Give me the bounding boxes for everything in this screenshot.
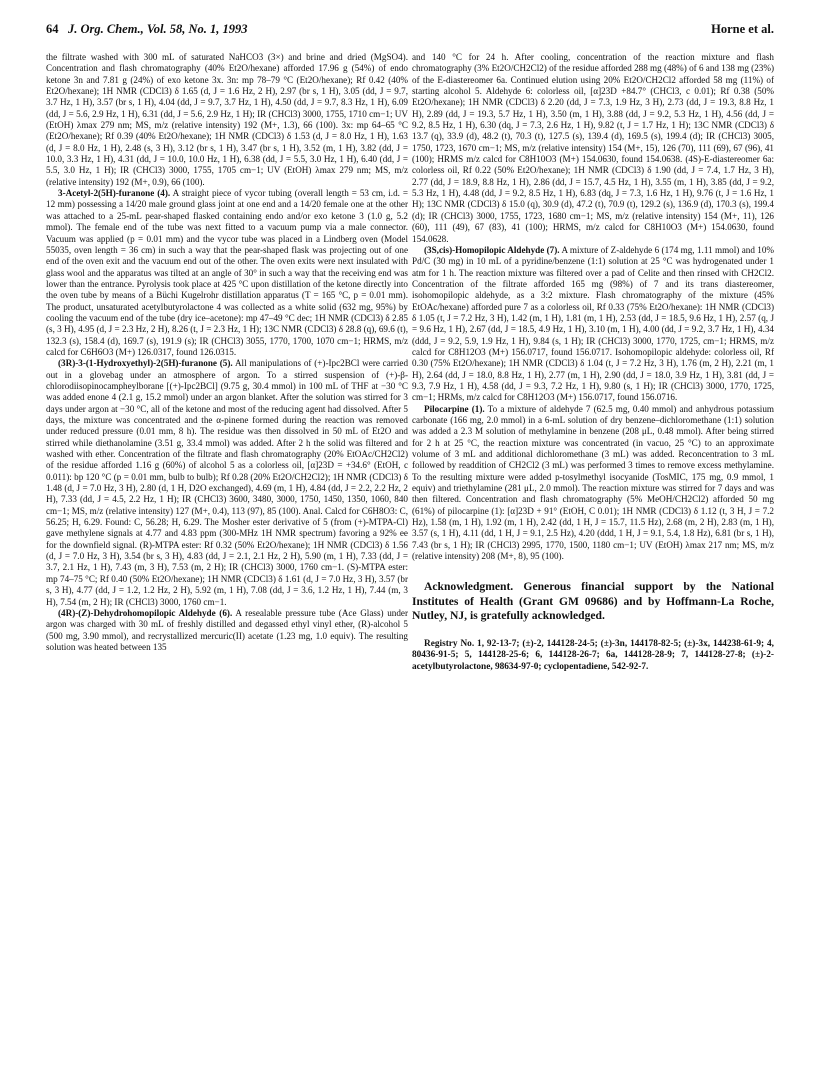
registry-numbers	[412, 639, 774, 673]
section-body-dehydrohomopilopic-aldehyde: A resealable pressure tube (Ace Glass) under argon was charged with 30 mL of freshly distilled and degassed ethyl vinyl ether, (R)-alcohol 5 (500 mg, 3.90 mmol), and recrystallized mercuric(II) acetate (1.23 mg, 1.0 equiv). The resulting solution was heated between 135	[46, 607, 408, 652]
acknowledgment	[412, 580, 774, 623]
paragraph-pilocarpine	[412, 404, 774, 563]
acknowledgment-title: Acknowledgment.	[424, 580, 514, 594]
section-title-homopilopic-aldehyde: (3S,cis)-Homopilopic Aldehyde (7).	[424, 244, 560, 255]
section-body-acetylfuranone: A straight piece of vycor tubing (overall length = 53 cm, i.d. = 12 mm) possessing a 14/20 male ground glass joint at one end and a 14/20 female one at the other was attached to a 25-mL pear-shaped flasked containing endo and/or exo ketone 3 (1.0 g, 5.2 mmol). The female end of the tube was next fitted to a vacuum pump via a male connector. Vacuum was applied (p = 0.01 mm) and the vycor tube was placed in a Lindberg oven (Model 55035, oven length = 36 cm) in such a way that the pear-shaped flask was projecting out of one end of the oven exit and the vacuum end out of the other. The oven exits were next insulated with glass wool and the apparatus was tilted at an angle of 30° in such a way that the receiving end was lower than the entrance. Pyrolysis took place at 425 °C upon distillation of the ketone directly into the oven tube by means of a Büchi Kugelrohr distillation apparatus (T = 165 °C, p = 0.01 mm). The product, unsaturated acetylbutyrolactone 4 was collected as a white solid (632 mg, 95%) by cooling the vacuum end of the tube (dry ice–acetone): mp 47–49 °C dec; 1H NMR (CDCl3) δ 2.85 (s, 3 H), 4.95 (d, J = 2.3 Hz, 2 H), 8.26 (t, J = 2.3 Hz, 1 H); 13C NMR (CDCl3) δ 28.8 (q), 69.6 (t), 132.3 (s), 158.4 (d), 169.7 (s), 191.9 (s); IR (CHCl3) 3055, 1770, 1700, 1070 cm−1; HRMS, m/z calcd for C6H6O3 (M+) 126.0317, found 126.0315.	[46, 188, 409, 357]
section-body-homopilopic-aldehyde: A mixture of Z-aldehyde 6 (174 mg, 1.11 mmol) and 10% Pd/C (30 mg) in 10 mL of a pyridine/benzene (1:1) solution at 25 °C was hydrogenated under 1 atm for 1 h. The reaction mixture was filtered over a pad of Celite and then rinsed with CH2Cl2. Concentration of the filtrate afforded 165 mg (98%) of 7 and its trans diastereomer, isohomopilopic aldehyde, as a 3:2 mixture. Flash chromatography of the mixture (45% EtOAc/hexane) afforded pure 7 as a colorless oil, Rf 0.33 (75% Et2O/hexane): 1H NMR (CDCl3) δ 1.05 (t, J = 7.2 Hz, 3 H), 1.42 (m, 1 H), 1.81 (m, 1 H), 2.53 (dd, J = 18.5, 9.6 Hz, 1 H), 2.57 (q, J = 9.6 Hz, 1 H), 2.67 (dd, J = 18.5, 4.9 Hz, 1 H), 3.10 (m, 1 H), 4.00 (dd, J = 9.2, 3.7 Hz, 1 H), 4.34 (ddd, J = 9.2, 5.9, 1.9 Hz, 1 H), 9.84 (s, 1 H); IR (CHCl3) 3000, 1770, 1725, cm−1; HRMS, m/z calcd for C8H12O3 (M+) 156.0717, found 156.0717. Isohomopilopic aldehyde: colorless oil, Rf 0.30 (75% Et2O/hexane); 1H NMR (CDCl3) δ 1.04 (t, J = 7.2 Hz, 3 H), 1.76 (m, 2 H), 2.21 (m, 1 H), 2.64 (dd, J = 18.0, 8.8 Hz, 1 H), 2.77 (m, 1 H), 2.90 (dd, J = 18.0, 3.9 Hz, 1 H), 3.81 (dd, J = 9.3, 7.9 Hz, 1 H), 4.58 (dd, J = 9.3, 7.2 Hz, 1 H), 9.80 (s, 1 H); IR (CHCl3) 3000, 1770, 1725, cm−1; HRMs, m/z calcd for C8H12O3 (M+) 156.0717, found 156.0716.	[412, 244, 774, 403]
section-body-hydroxyethyl-furanone: All manipulations of (+)-Ipc2BCl were carried out in a glovebag under an atmosphere of argon. To a stirred suspension of (+)-β-chlorodiisopinocampheylborane [(+)-Ipc2BCl] (9.75 g, 30.4 mmol) in 100 mL of THF at −30 °C was added enone 4 (2.1 g, 15.2 mmol) under an argon blanket. After the solution was stirred for 3 days under argon at −30 °C, all of the ketone and most of the reducing agent had dissolved. After 5 days, the mixture was concentrated and the α-pinene formed during the reaction was removed under reduced pressure (0.01 mm, 8 h). The residue was then dissolved in 50 mL of Et2O and stirred while diethanolamine (3.51 g, 33.4 mmol) was added. After 2 h the solid was filtered and washed with ether. Concentration of the filtrate and flash chromatography (20% EtOAc/CH2Cl2) of the residue afforded 1.16 g (60%) of alcohol 5 as a colorless oil, [α]23D = +34.6° (EtOH, c 0.011): bp 120 °C (p = 0.01 mm, bulb to bulb); Rf 0.28 (20% Et2O/CH2Cl2); 1H NMR (CDCl3) δ 1.48 (d, J = 7.0 Hz, 3 H), 2.80 (d, 1 H, D2O exchanged), 4.69 (m, 1 H), 4.84 (dd, J = 2.2, 2.2 Hz, 2 H), 7.33 (dd, J = 4.5, 2.2 Hz, 1 H); IR (CHCl3) 3600, 3480, 3000, 1750, 1450, 1350, 1060, 840 cm−1; MS, m/z (relative intensity) 127 (M+, 0.4), 113 (97), 85 (100). Anal. Calcd for C6H8O3: C, 56.25; H, 6.29. Found: C, 56.28; H, 6.29. The Mosher ester derivative of 5 (from (+)-MTPA-Cl) gave methylene signals at 4.77 and 4.83 ppm (300-MHz 1H NMR spectrum) favoring a 92% ee for the downfield signal. (R)-MTPA ester: Rf 0.32 (50% Et2O/hexane); 1H NMR (CDCl3) δ 1.56 (d, J = 7.0 Hz, 3 H), 3.54 (br s, 3 H), 4.83 (dd, J = 2.1, 2.1 Hz, 2 H), 5.90 (m, 1 H), 7.33 (dd, J = 3.7, 2.1 Hz, 1 H), 7.43 (m, 3 H), 7.53 (m, 2 H); IR (CHCl3) 3000, 1760 cm−1. (S)-MTPA ester: mp 74–75 °C; Rf 0.40 (50% Et2O/hexane); 1H NMR (CDCl3) δ 1.61 (d, J = 7.0 Hz, 3 H), 3.57 (br s, 3 H), 4.77 (dd, J = 1.2, 1.2 Hz, 2 H), 5.92 (m, 1 H), 7.08 (dd, J = 3.6, 1.2 Hz, 1 H), 7.44 (m, 3 H), 7.54 (m, 2 H); IR (CHCl3) 3000, 1760 cm−1.	[46, 358, 409, 607]
paragraph-ketone-workup: the filtrate washed with 300 mL of saturated NaHCO3 (3×) and brine and dried (MgSO4). Concentration and flash chromatography (40% Et2O/hexane) afforded 17.96 g (54%) of endo ketone 3n and 7.81 g (24%) of exo ketone 3x. 3n: mp 78–79 °C (Et2O/hexane); Rf 0.42 (40% Et2O/hexane); 1H NMR (CDCl3) δ 1.65 (d, J = 1.6 Hz, 2 H), 2.97 (br s, 1 H), 3.05 (dd, J = 9.7, 3.7 Hz, 1 H), 3.57 (br s, 1 H), 4.04 (dd, J = 9.7, 3.7 Hz, 1 H), 4.50 (dd, J = 9.7, 8.3 Hz, 1 H), 6.09 (dd, J = 5.6, 2.9 Hz, 1 H), 6.31 (dd, J = 5.6, 2.9 Hz, 1 H); IR (CHCl3) 3000, 1755, 1710 cm−1; UV (EtOH) λmax 279 nm; MS, m/z (relative intensity) 192 (M+, 1.3), 66 (100). 3x: mp 64–65 °C (Et2O/hexane); Rf 0.39 (40% Et2O/hexane); 1H NMR (CDCl3) δ 1.53 (d, J = 8.0 Hz, 1 H), 1.63 (d, J = 8.0 Hz, 1 H), 2.48 (s, 3 H), 3.12 (br s, 1 H), 3.47 (br s, 1 H), 3.52 (m, 1 H), 3.82 (dd, J = 10.0, 3.3 Hz, 1 H), 4.31 (dd, J = 10.0, 10.0 Hz, 1 H), 6.38 (dd, J = 5.5, 3.0 Hz, 1 H), 6.40 (dd, J = 5.5, 3.0 Hz, 1 H); IR (CHCl3) 3000, 1755, 1705 cm−1; UV (EtOH) λmax 279 nm; MS, m/z (relative intensity) 192 (M+, 0.9), 66 (100).	[46, 52, 408, 187]
section-title-hydroxyethyl-furanone: (3R)-3-(1-Hydroxyethyl)-2(5H)-furanone (5).	[58, 358, 233, 369]
left-column	[46, 52, 408, 653]
acknowledgment-body: Generous financial support by the National Institutes of Health (Grant GM 09686) and by Hoffmann-La Roche, Nutley, NJ, is gratefully acknowledged.	[412, 580, 774, 622]
right-column	[412, 52, 774, 673]
paragraph-acetylfuranone	[46, 188, 408, 358]
paragraph-hydroxyethyl-furanone	[46, 358, 408, 608]
section-title-dehydrohomopilopic-aldehyde: (4R)-(Z)-Dehydrohomopilopic Aldehyde (6).	[58, 607, 233, 618]
running-author: Horne et al.	[711, 22, 774, 36]
section-title-acetylfuranone: 3-Acetyl-2(5H)-furanone (4).	[58, 188, 171, 199]
registry-body: 1, 92-13-7; (±)-2, 144128-24-5; (±)-3n, 144178-82-5; (±)-3x, 144238-61-9; 4, 80436-91-5; 5, 144128-25-6; 6, 144128-26-7; 6a, 144128-28-9; 7, 144128-27-8; (±)-2-acetylbutyrolactone, 98634-97-0; cyclopentadiene, 542-92-7.	[412, 639, 774, 672]
registry-title: Registry No.	[424, 639, 475, 650]
running-header	[46, 22, 774, 44]
section-body-pilocarpine: To a mixture of aldehyde 7 (62.5 mg, 0.40 mmol) and anhydrous potassium carbonate (166 mg, 2.0 mmol) in a 6-mL solution of dry benzene–dichloromethane (1:1) solution was added a 2.3 M solution of methylamine in benzene (208 μL, 0.48 mmol). After being stirred for 2 h at 25 °C, the reaction mixture was concentrated (in vacuo, 25 °C) to an approximate volume of 3 mL and additional dichloromethane (3 mL) was added. Reconcentration to 3 mL followed by readdition of CH2Cl2 (3 mL) was performed 3 times to remove excess methylamine. To the resulting mixture were added p-tosylmethyl isocyanide (TosMIC, 175 mg, 0.9 mmol, 1 equiv) and triethylamine (281 μL, 2.0 mmol). The reaction mixture was stirred for 7 days and was then filtered. Concentration and flash chromatography (5% MeOH/CH2Cl2) afforded 50 mg (61%) of pilocarpine (1): [α]23D + 91° (EtOH, C 0.01); 1H NMR (CDCl3) δ 1.12 (t, 3 H, J = 7.2 Hz), 1.58 (m, 1 H), 1.92 (m, 1 H), 2.42 (dd, 1 H, J = 15.7, 11.5 Hz), 2.68 (m, 2 H), 2.83 (m, 1 H), 3.57 (s, 1 H), 4.11 (dd, 1 H, J = 9.1, 2.5 Hz), 4.20 (ddd, 1 H, J = 9.1, 5.4, 1.8 Hz), 6.81 (br s, 1 H), 7.43 (br s, 1 H); IR (CHCl3) 2995, 1770, 1500, 1180 cm−1; UV (EtOH) λmax 217 nm; MS, m/z (relative intensity) 208 (M+, 8), 95 (100).	[412, 403, 775, 562]
paragraph-aldehyde-6-data: and 140 °C for 24 h. After cooling, concentration of the reaction mixture and flash chromatography (3% Et2O/CH2Cl2) of the residue afforded 288 mg (48%) of 6 and 138 mg (23%) of the E-diastereomer 6a. Continued elution using 20% Et2O/CH2Cl2 afforded 58 mg (11%) of starting alcohol 5. Aldehyde 6: colorless oil, [α]23D +84.7° (CHCl3, c 0.01); Rf 0.38 (50% Et2O/hexane); 1H NMR (CDCl3) δ 2.20 (dd, J = 7.3, 1.9 Hz, 3 H), 2.73 (dd, J = 19.3, 8.8 Hz, 1 H), 2.89 (dd, J = 19.3, 5.7 Hz, 1 H), 3.50 (m, 1 H), 3.88 (dd, J = 9.2, 5.3 Hz, 1 H), 4.56 (dd, J = 9.2, 8.5 Hz, 1 H), 6.30 (dq, J = 7.3, 2.6 Hz, 1 H), 9.82 (t, J = 1.7 Hz, 1 H); 13C NMR (CDCl3) δ 13.7 (q), 33.9 (d), 48.2 (t), 70.3 (t), 127.5 (s), 139.4 (d), 169.5 (s), 199.4 (d); IR (CHCl3) 3005, 1750, 1723, 1670 cm−1; MS, m/z (relative intensity) 154 (M+, 15), 126 (70), 111 (69), 67 (96), 41 (100); HRMS m/z calcd for C8H10O3 (M+) 154.0630, found 154.0638. (4S)-E-diastereomer 6a: colorless oil, Rf 0.22 (50% Et2O/hexane); 1H NMR (CDCl3) δ 1.90 (dd, J = 7.4, 1.7 Hz, 3 H), 2.77 (dd, J = 18.9, 8.8 Hz, 1 H), 2.86 (dd, J = 15.7, 4.5 Hz, 1 H), 3.55 (m, 1 H), 3.85 (dd, J = 9.2, 5.3 Hz, 1 H), 4.48 (dd, J = 9.2, 8.5 Hz, 1 H), 6.83 (dq, J = 7.3, 1.6 Hz, 1 H), 9.76 (t, J = 1.6 Hz, 1 H); 13C NMR (CDCl3) δ 15.0 (q), 30.9 (d), 47.2 (t), 70.9 (t), 129.2 (s), 136.9 (d), 170.3 (s), 199.4 (d); IR (CHCl3) 3000, 1755, 1723, 1680 cm−1; MS, m/z (relative intensity) 154 (M+, 11), 126 (60), 111 (49), 67 (83), 41 (100); HRMS, m/z calcd for C8H10O3 (M+) 154.0630, found 154.0628.	[412, 52, 774, 244]
section-title-pilocarpine: Pilocarpine (1).	[424, 403, 485, 414]
page-number: 64	[46, 22, 59, 36]
paragraph-dehydrohomopilopic-aldehyde	[46, 608, 408, 653]
paragraph-homopilopic-aldehyde	[412, 245, 774, 404]
journal-citation: J. Org. Chem., Vol. 58, No. 1, 1993	[68, 22, 248, 36]
